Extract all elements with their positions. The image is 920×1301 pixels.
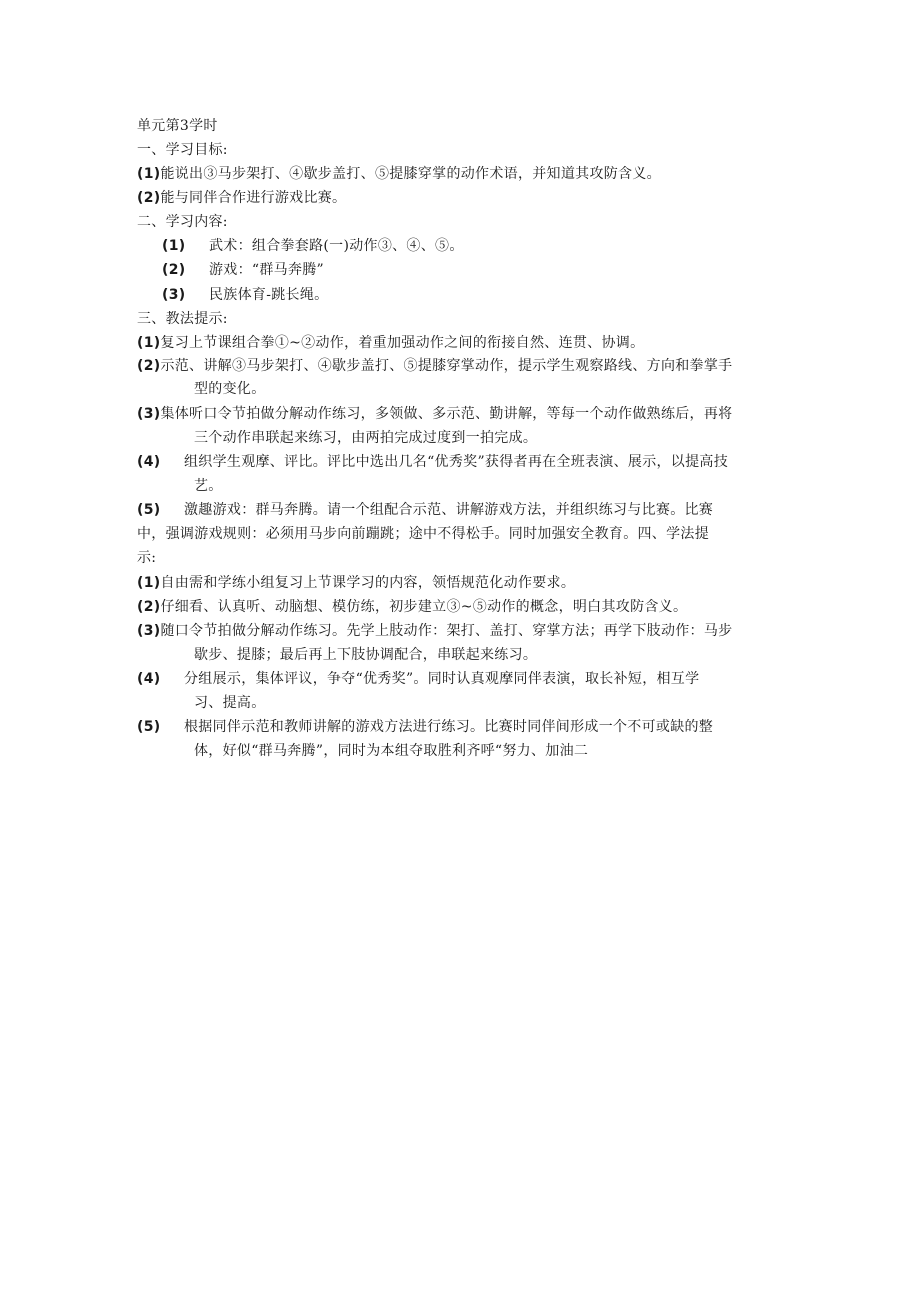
learning-item: [137, 573, 575, 593]
learning-item: [137, 597, 687, 617]
content-item: [162, 260, 324, 280]
item-text-continued: 习、提高。: [194, 695, 266, 711]
item-number: (1): [162, 238, 186, 254]
item-text: 随口令节拍做分解动作练习。先学上肢动作：架打、盖打、穿掌方法；再学下肢动作：马步: [160, 623, 733, 639]
item-text: 能说出③马步架打、④歇步盖打、⑤提膝穿掌的动作术语，并知道其攻防含义。: [160, 166, 661, 182]
item-text: 激趣游戏：群马奔腾。请一个组配合示范、讲解游戏方法，并组织练习与比赛。比赛: [184, 502, 714, 518]
item-text: 游戏：“群马奔腾”: [209, 262, 325, 278]
item-text-continued: 艺。: [194, 478, 223, 494]
item-text: 组织学生观摩、评比。评比中选出几名“优秀奖”获得者再在全班表演、展示，以提高技: [184, 454, 729, 470]
item-number: (4): [137, 671, 161, 687]
learning-item: [137, 717, 713, 737]
item-text: 能与同伴合作进行游戏比赛。: [160, 190, 347, 206]
teaching-item: [137, 333, 644, 353]
content-item: [162, 285, 328, 305]
item-number: (1): [137, 575, 161, 591]
item-number: (1): [137, 335, 161, 351]
item-text: 民族体育-跳长绳。: [209, 287, 329, 303]
item-text: 自由需和学练小组复习上节课学习的内容，领悟规范化动作要求。: [160, 575, 576, 591]
item-number: (1): [137, 166, 161, 182]
item-number: (5): [137, 719, 161, 735]
item-text: 仔细看、认真听、动脑想、模仿练，初步建立③~⑤动作的概念，明白其攻防含义。: [160, 599, 688, 615]
learning-item: [137, 669, 699, 689]
item-text-continued: 歇步、提膝；最后再上下肢协调配合，串联起来练习。: [194, 647, 538, 663]
item-number: (2): [137, 358, 161, 374]
item-text-continued: 型的变化。: [194, 381, 266, 397]
item-number: (2): [137, 190, 161, 206]
item-text: 复习上节课组合拳①~②动作，着重加强动作之间的衔接自然、连贯、协调。: [160, 335, 645, 351]
content-item: [162, 236, 464, 256]
learning-item: [137, 621, 732, 641]
item-number: (3): [162, 287, 186, 303]
item-text: 分组展示，集体评议，争夺“优秀奖”。同时认真观摩同伴表演，取长补短，相互学: [184, 671, 700, 687]
item-number: (3): [137, 623, 161, 639]
section-heading-content: 二、学习内容:: [137, 214, 228, 230]
document-title: 单元第3学时: [137, 118, 218, 134]
teaching-item: [137, 452, 728, 472]
item-number: (5): [137, 502, 161, 518]
item-text-continued: 示:: [137, 550, 157, 566]
teaching-item: [137, 356, 732, 376]
item-text: 武术：组合拳套路(一)动作③、④、⑤。: [209, 238, 464, 254]
item-number: (2): [162, 262, 186, 278]
item-text: 根据同伴示范和教师讲解的游戏方法进行练习。比赛时同伴间形成一个不可或缺的整: [184, 719, 714, 735]
section-heading-goals: 一、学习目标:: [137, 142, 228, 158]
item-number: (3): [137, 406, 161, 422]
item-text-continued: 中，强调游戏规则：必须用马步向前蹦跳；途中不得松手。同时加强安全教育。四、学法提: [137, 526, 709, 542]
item-text: 集体听口令节拍做分解动作练习，多领做、多示范、勤讲解，等每一个动作做熟练后，再将: [160, 406, 733, 422]
item-text-continued: 三个动作串联起来练习，由两拍完成过度到一拍完成。: [194, 430, 538, 446]
item-number: (2): [137, 599, 161, 615]
goal-item: [137, 188, 346, 208]
item-text-continued: 体，好似“群马奔腾”，同时为本组夺取胜利齐呼“努力、加油二: [194, 743, 589, 759]
item-text: 示范、讲解③马步架打、④歇步盖打、⑤提膝穿掌动作，提示学生观察路线、方向和拳掌手: [160, 358, 733, 374]
item-number: (4): [137, 454, 161, 470]
section-heading-teaching: 三、教法提示:: [137, 311, 228, 327]
teaching-item: [137, 404, 732, 424]
teaching-item: [137, 500, 713, 520]
goal-item: [137, 164, 661, 184]
